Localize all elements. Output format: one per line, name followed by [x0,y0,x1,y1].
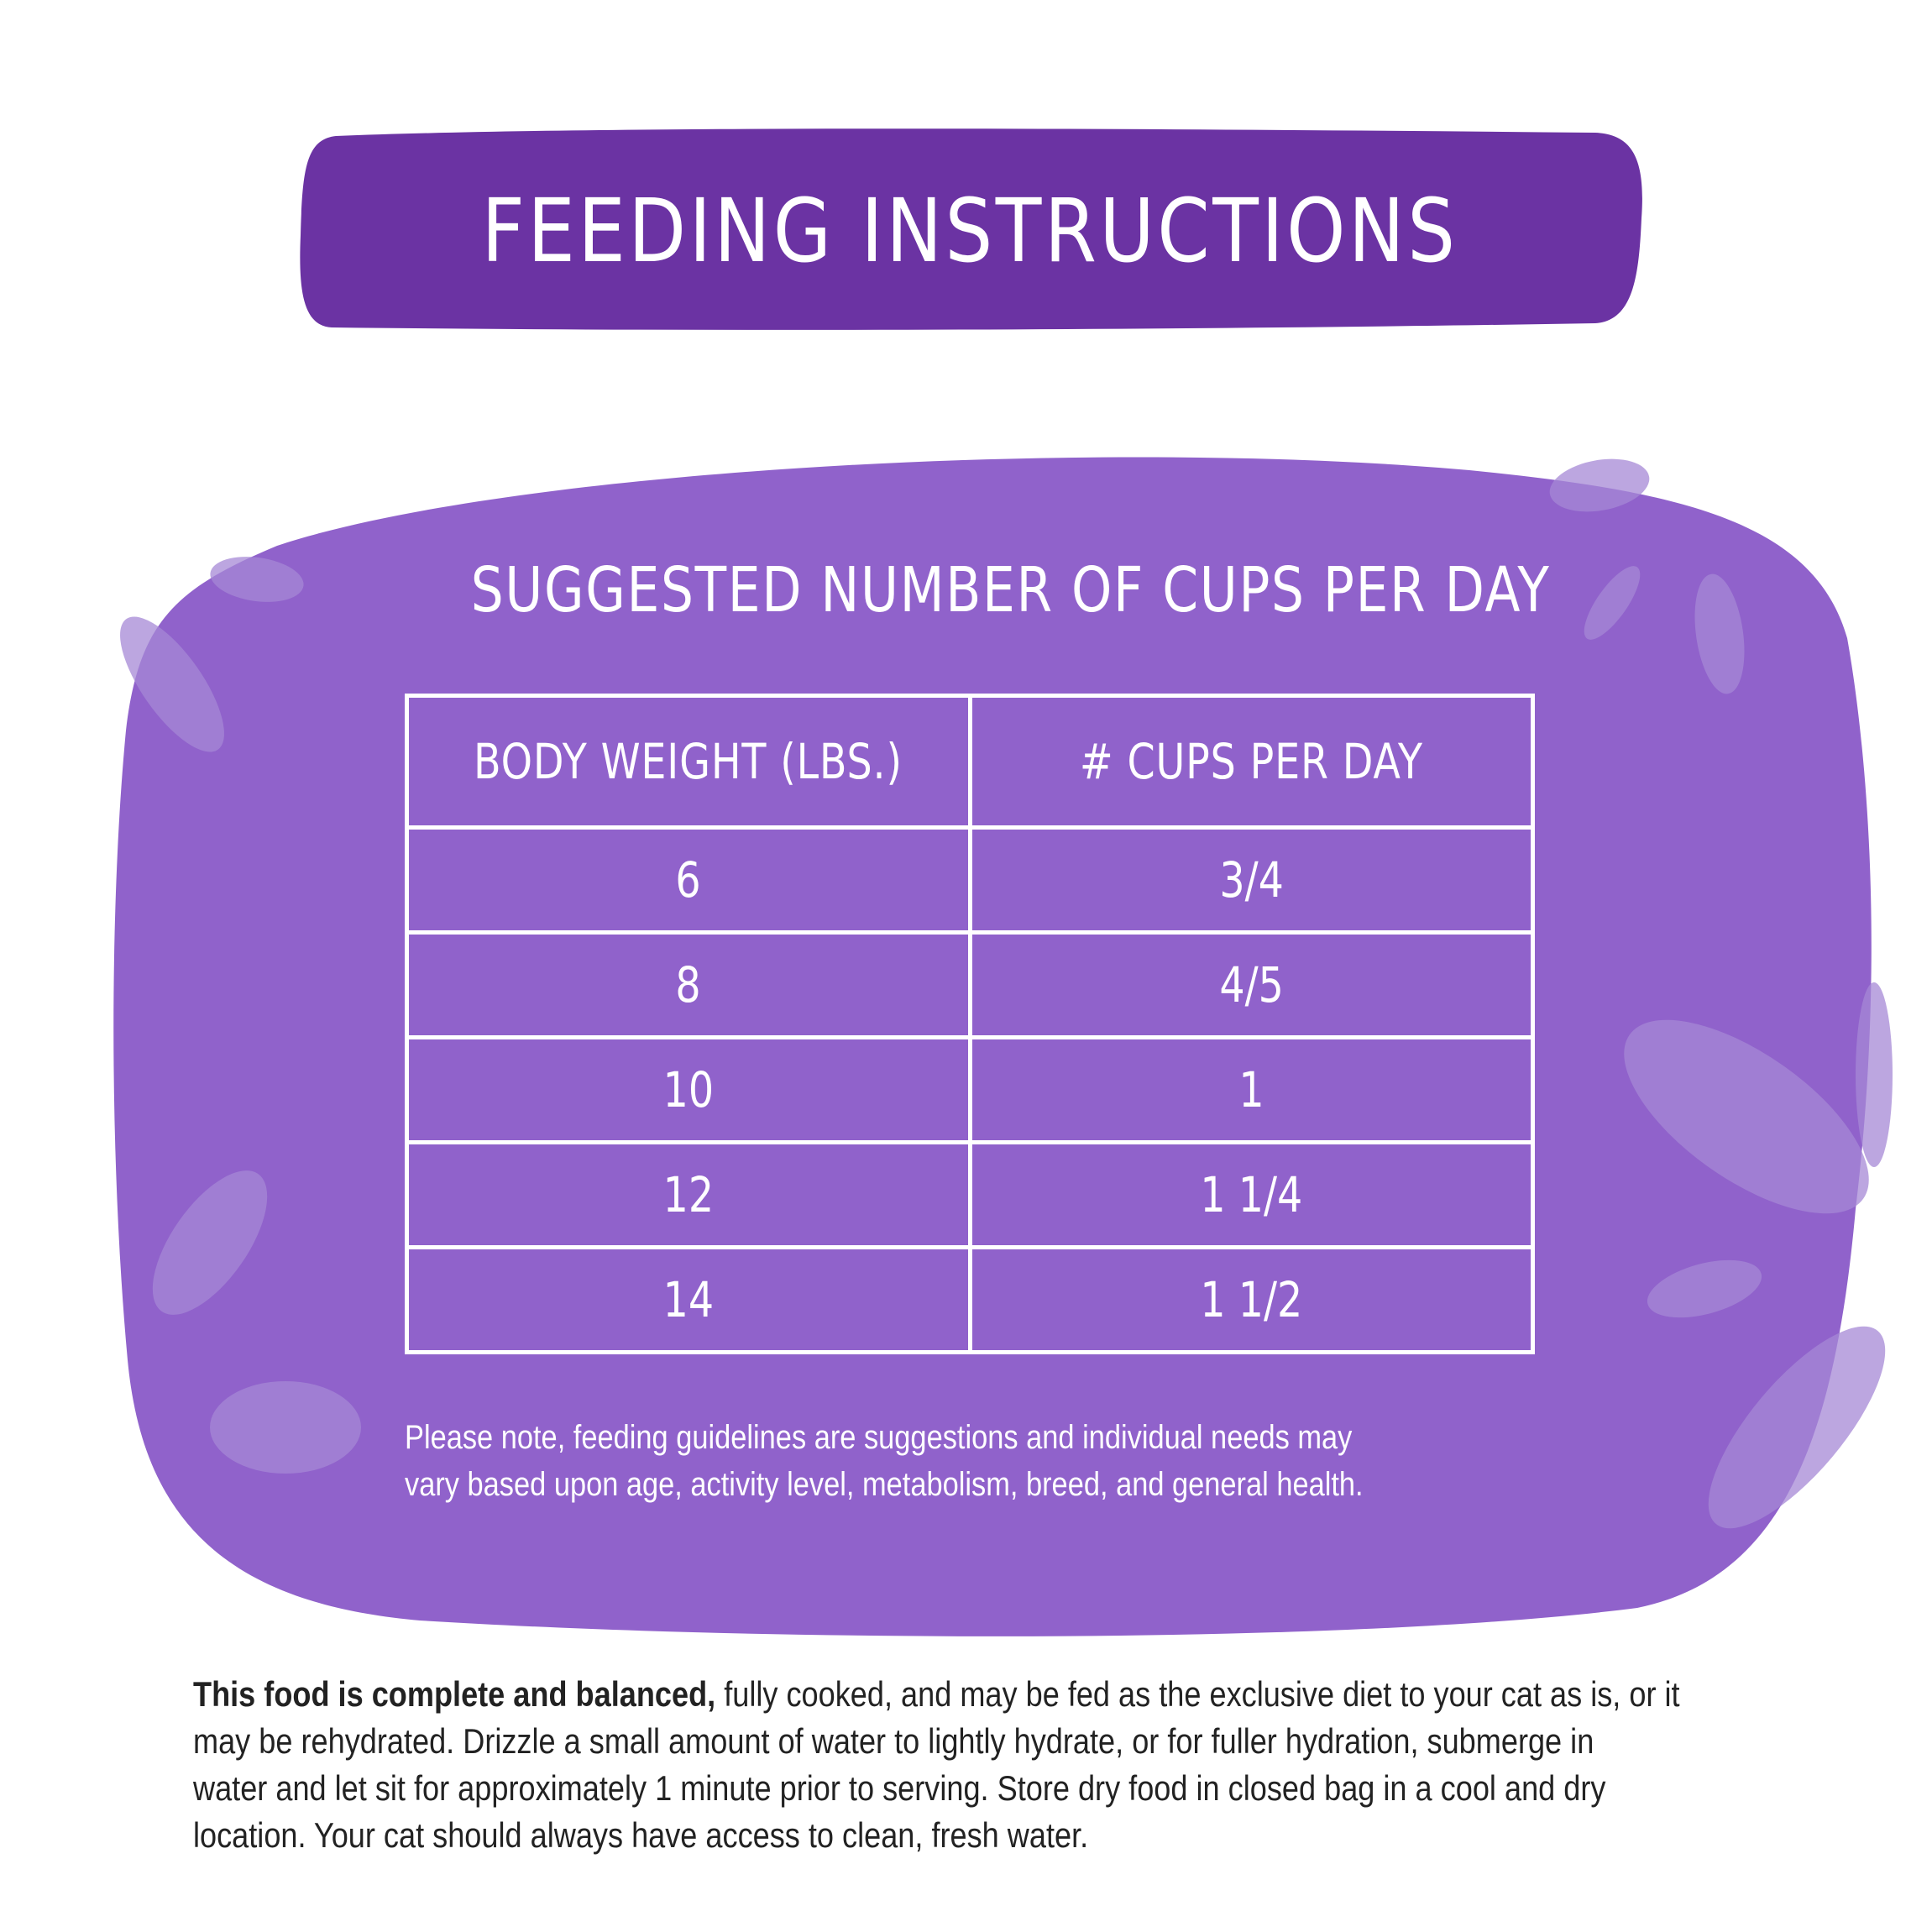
body-weight-cell: 6 [407,828,971,933]
cups-cell: 4/5 [970,933,1533,1038]
body-weight-cell: 8 [407,933,971,1038]
cups-cell: 1 1/2 [970,1248,1533,1353]
panel-heading: SUGGESTED NUMBER OF CUPS PER DAY [470,554,1551,626]
feeding-table [405,694,1535,1354]
cups-cell: 1 1/4 [970,1143,1533,1248]
footer-line-rest: fully cooked, and may be fed as the exclusive diet to your cat as is, or it [715,1674,1680,1714]
feeding-note [405,1414,1430,1508]
footer-line [193,1671,1681,1718]
note-line: vary based upon age, activity level, metabolism, breed, and general health. [405,1466,1364,1503]
table-row [407,1143,1533,1248]
body-weight-cell: 10 [407,1038,971,1143]
column-header-body-weight: BODY WEIGHT (LBS.) [407,696,971,828]
decor-blob [210,1381,361,1474]
body-weight-cell: 12 [407,1143,971,1248]
body-weight-cell: 14 [407,1248,971,1353]
footer-text [193,1671,1681,1859]
footer-line: water and let sit for approximately 1 minute prior to serving. Store dry food in closed bag in a cool and dry [193,1768,1606,1808]
footer-line: location. Your cat should always have access to clean, fresh water. [193,1815,1089,1855]
page-title: FEEDING INSTRUCTIONS [481,180,1458,282]
footer-bold-lead: This food is complete and balanced, [193,1674,716,1714]
table-row [407,1248,1533,1353]
cups-cell: 1 [970,1038,1533,1143]
table-row [407,1038,1533,1143]
note-line: Please note, feeding guidelines are suggestions and individual needs may [405,1419,1353,1456]
table-row [407,828,1533,933]
footer-line: may be rehydrated. Drizzle a small amount of water to lightly hydrate, or for fuller hydration, submerge in [193,1721,1594,1761]
table-header-row [407,696,1533,828]
table-row [407,933,1533,1038]
cups-cell: 3/4 [970,828,1533,933]
column-header-cups-per-day: # CUPS PER DAY [970,696,1533,828]
decor-blob [1856,982,1893,1167]
